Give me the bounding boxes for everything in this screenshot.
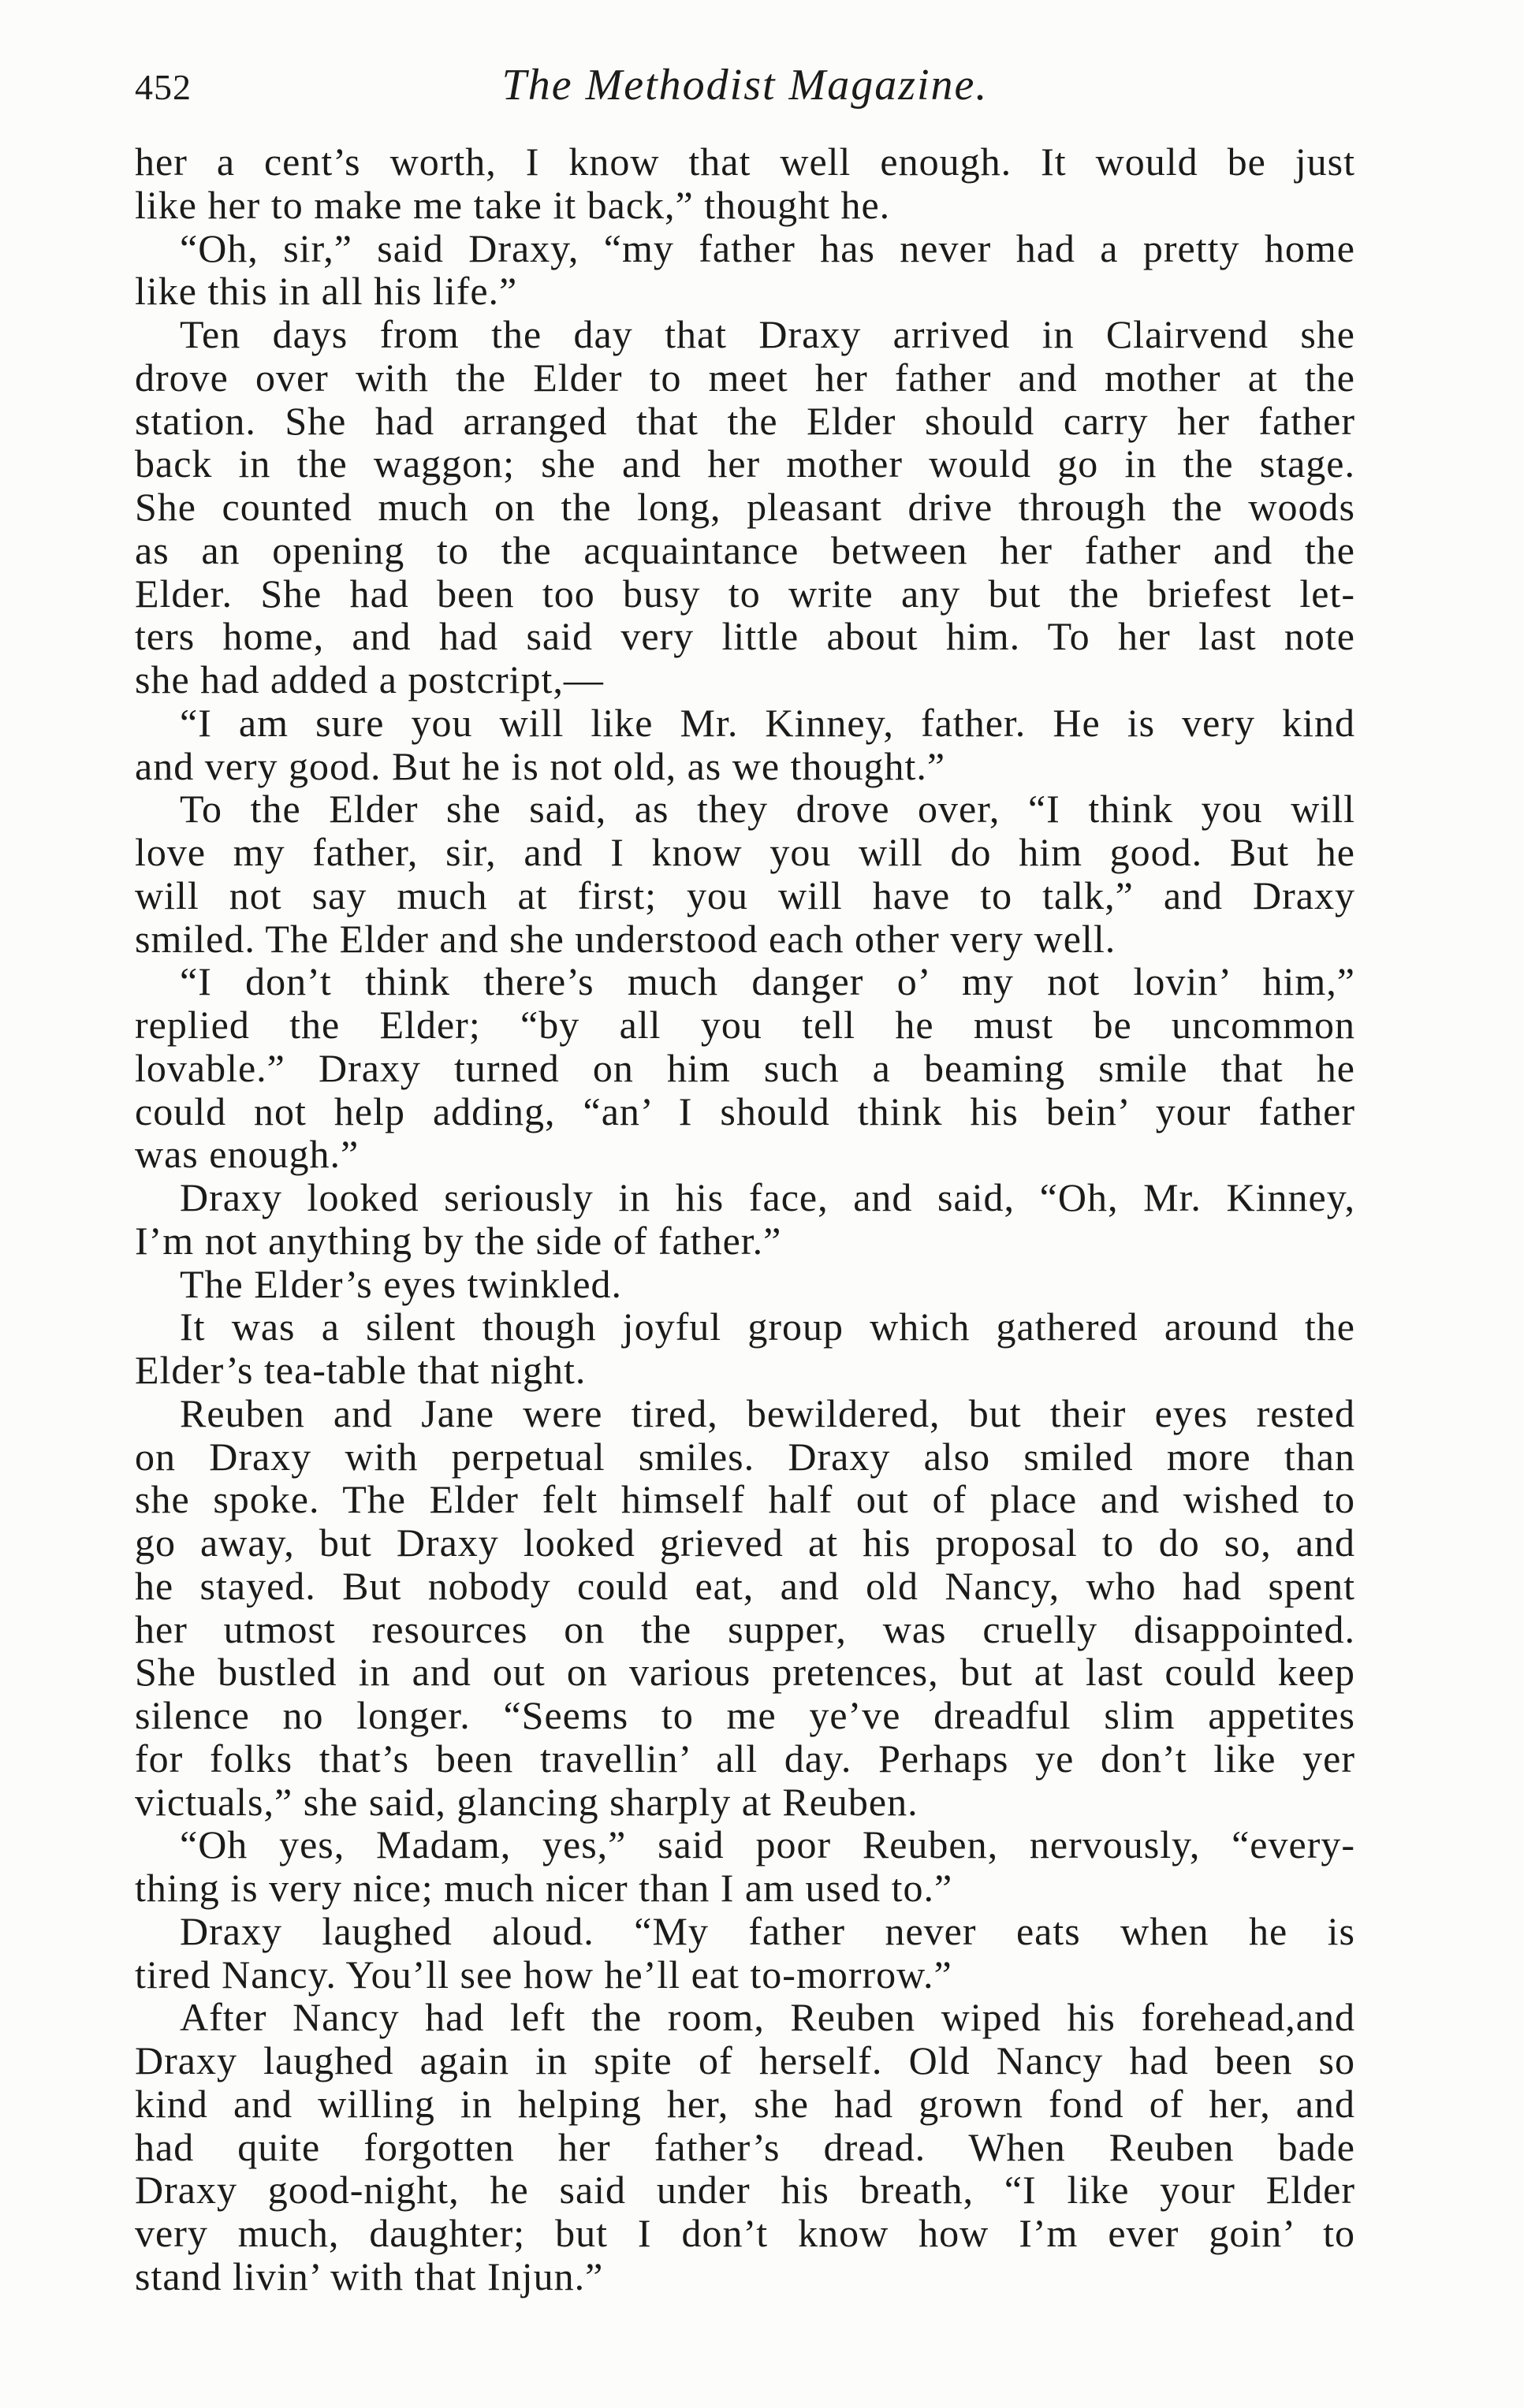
paragraph — [135, 1823, 1355, 1910]
text-line: her a cent’s worth, I know that well enough. It would be just — [135, 140, 1355, 184]
text-line: like this in all his life.” — [135, 269, 518, 314]
text-line: she spoke. The Elder felt himself half out of place and wished to — [135, 1477, 1355, 1522]
text-line: on Draxy with perpetual smiles. Draxy also smiled more than — [135, 1434, 1355, 1479]
text-line: “I am sure you will like Mr. Kinney, father. He is very kind — [180, 700, 1355, 745]
text-line: her utmost resources on the supper, was cruelly disappointed. — [135, 1606, 1355, 1651]
body-text — [135, 140, 1355, 2298]
text-line: silence no longer. “Seems to me ye’ve dreadful slim appetites — [135, 1693, 1355, 1737]
text-line: I’m not anything by the side of father.” — [135, 1218, 782, 1263]
paragraph — [135, 227, 1355, 314]
text-line: To the Elder she said, as they drove over, “I think you will — [180, 787, 1355, 832]
text-line: like her to make me take it back,” thought he. — [135, 182, 891, 227]
text-line: and very good. But he is not old, as we thought.” — [135, 743, 946, 788]
paragraph — [135, 1263, 1355, 1306]
paragraph — [135, 702, 1355, 788]
text-line: “Oh, sir,” said Draxy, “my father has never had a pretty home — [180, 225, 1355, 270]
text-line: for folks that’s been travellin’ all day. Perhaps ye don’t like yer — [135, 1736, 1355, 1781]
text-line: Draxy good-night, he said under his breath, “I like your Elder — [135, 2168, 1355, 2213]
paragraph — [135, 1910, 1355, 1997]
text-line: Ten days from the day that Draxy arrived in Clairvend she — [180, 312, 1355, 356]
text-line: victuals,” she said, glancing sharply at Reuben. — [135, 1779, 918, 1824]
text-line: “I don’t think there’s much danger o’ my not lovin’ him,” — [180, 959, 1355, 1004]
text-line: drove over with the Elder to meet her father and mother at the — [135, 355, 1355, 400]
text-line: could not help adding, “an’ I should think his bein’ your father — [135, 1089, 1355, 1133]
paragraph — [135, 140, 1355, 227]
paragraph — [135, 1176, 1355, 1263]
paragraph — [135, 1996, 1355, 2298]
text-line: smiled. The Elder and she understood each other very well. — [135, 916, 1116, 961]
paragraph — [135, 313, 1355, 702]
paragraph — [135, 960, 1355, 1176]
text-line: go away, but Draxy looked grieved at his proposal to do so, and — [135, 1520, 1355, 1565]
text-line: kind and willing in helping her, she had grown fond of her, and — [135, 2081, 1355, 2126]
text-line: She bustled in and out on various pretences, but at last could keep — [135, 1650, 1355, 1695]
text-line: will not say much at first; you will have to talk,” and Draxy — [135, 873, 1355, 917]
text-line: station. She had arranged that the Elder should carry her father — [135, 398, 1355, 443]
text-line: lovable.” Draxy turned on him such a beaming smile that he — [135, 1045, 1355, 1090]
running-title: The Methodist Magazine. — [501, 61, 989, 110]
text-line: he stayed. But nobody could eat, and old Nancy, who had spent — [135, 1563, 1355, 1608]
text-line: as an opening to the acquaintance between her father and the — [135, 527, 1355, 572]
text-line: She counted much on the long, pleasant drive through the woods — [135, 485, 1355, 529]
text-line: she had added a postcript,— — [135, 657, 604, 702]
text-line: stand livin’ with that Injun.” — [135, 2254, 604, 2298]
paragraph — [135, 787, 1355, 960]
text-line: Draxy laughed again in spite of herself. Old Nancy had been so — [135, 2038, 1355, 2082]
text-line: After Nancy had left the room, Reuben wiped his forehead,and — [180, 1995, 1355, 2040]
text-line: It was a silent though joyful group which gathered around the — [180, 1304, 1355, 1349]
text-line: “Oh yes, Madam, yes,” said poor Reuben, nervously, “every- — [180, 1822, 1355, 1867]
text-line: Draxy looked seriously in his face, and said, “Oh, Mr. Kinney, — [180, 1175, 1355, 1219]
text-line: Reuben and Jane were tired, bewildered, but their eyes rested — [180, 1390, 1355, 1435]
text-line: Elder. She had been too busy to write any but the briefest let- — [135, 571, 1355, 616]
text-line: ters home, and had said very little about him. To her last note — [135, 614, 1355, 659]
paragraph — [135, 1392, 1355, 1824]
text-line: thing is very nice; much nicer than I am used to.” — [135, 1866, 953, 1910]
text-line: The Elder’s eyes twinkled. — [180, 1261, 623, 1306]
page-number: 452 — [135, 67, 192, 107]
text-line: had quite forgotten her father’s dread. When Reuben bade — [135, 2124, 1355, 2169]
text-line: tired Nancy. You’ll see how he’ll eat to-morrow.” — [135, 1952, 952, 1997]
text-line: love my father, sir, and I know you will do him good. But he — [135, 830, 1355, 874]
text-line: Draxy laughed aloud. “My father never eats when he is — [180, 1908, 1355, 1953]
paragraph — [135, 1305, 1355, 1392]
text-line: replied the Elder; “by all you tell he must be uncommon — [135, 1003, 1355, 1047]
text-line: very much, daughter; but I don’t know how I’m ever goin’ to — [135, 2211, 1355, 2255]
text-line: was enough.” — [135, 1132, 360, 1177]
text-line: back in the waggon; she and her mother would go in the stage. — [135, 441, 1355, 486]
text-line: Elder’s tea-table that night. — [135, 1348, 587, 1392]
